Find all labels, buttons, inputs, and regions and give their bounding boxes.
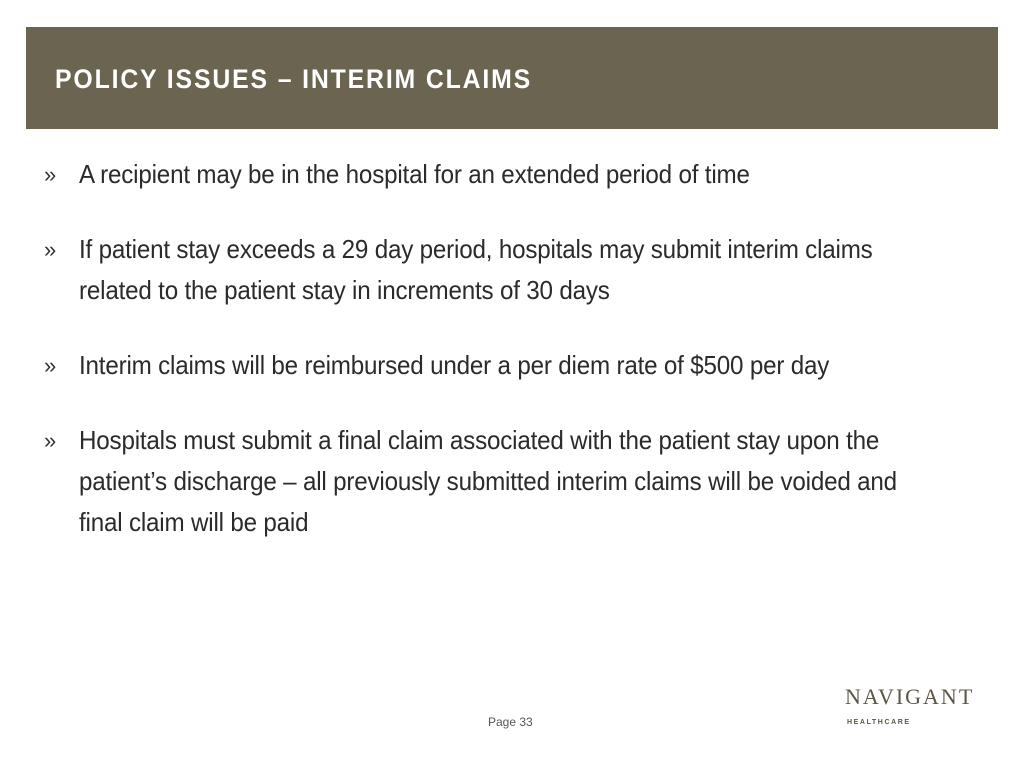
bullet-marker: » — [44, 237, 57, 262]
bullet-marker: » — [44, 428, 57, 453]
slide-title: POLICY ISSUES – INTERIM CLAIMS — [55, 64, 533, 94]
page-number: Page 33 — [488, 715, 533, 729]
bullet-text: Interim claims will be reimbursed under a per diem rate of $500 per day — [79, 350, 830, 380]
bullet-marker: » — [44, 162, 57, 187]
logo-subtitle: HEALTHCARE — [847, 719, 911, 726]
logo-wordmark: NAVIGANT — [845, 684, 975, 709]
navigant-logo — [845, 684, 975, 730]
bullet-text: A recipient may be in the hospital for an extended period of time — [79, 159, 750, 189]
bullet-text: If patient stay exceeds a 29 day period, hospitals may submit interim claims related to the patient stay in increments of 30 days — [79, 234, 873, 305]
bullet-marker: » — [44, 353, 57, 378]
bullet-text: Hospitals must submit a final claim associated with the patient stay upon the patient’s discharge – all previously submitted interim claims will be voided and final claim will be paid — [79, 425, 897, 537]
